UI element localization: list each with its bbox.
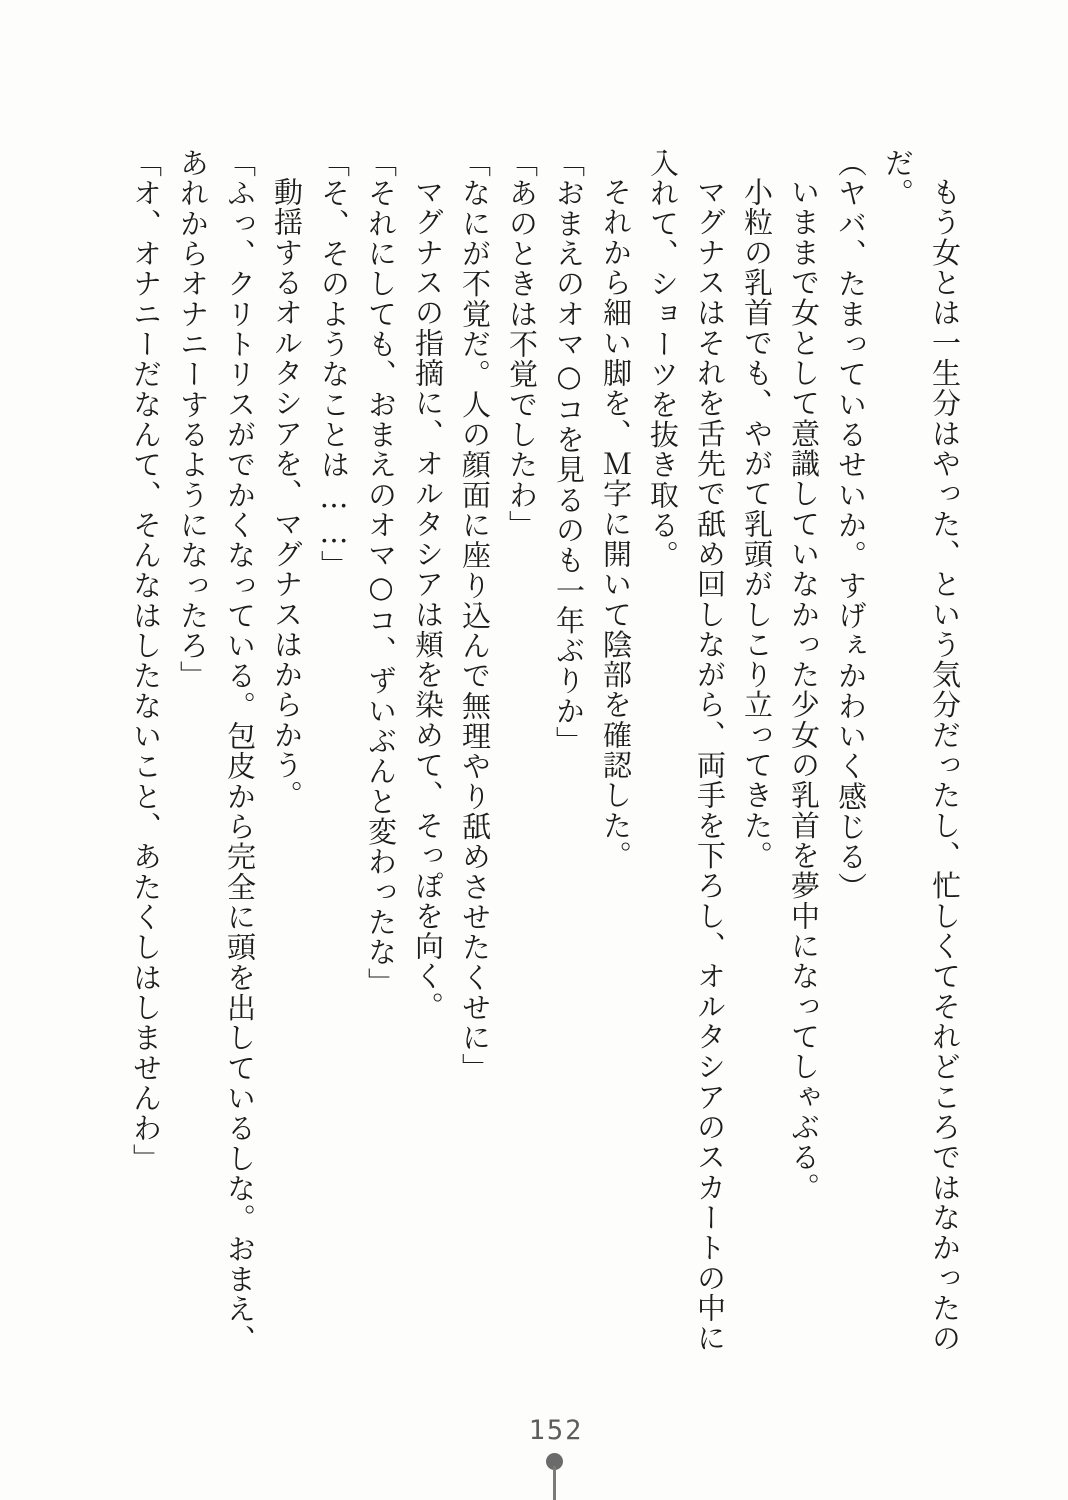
text-line: （ヤバ、たまっているせいか。すげぇかわいく感じる） [834,148,868,902]
text-line: マグナスはそれを舌先で舐め回しながら、両手を下ろし、オルタシアのスカートの中に [693,177,727,1354]
text-line: 「オ、オナニーだなんて、そんなはしたないこと、あたくしはしませんわ」 [129,148,163,1174]
text-line: だ。 [881,148,915,209]
text-line: マグナスの指摘に、オルタシアは頬を染めて、そっぽを向く。 [411,177,445,1022]
text-line: 動揺するオルタシアを、マグナスはからかう。 [270,177,304,811]
text-line: 「おまえのオマ○コを見るのも一年ぶりか」 [552,148,586,757]
page-marker-stem-icon [553,1466,556,1500]
text-line: 「あのときは不覚でしたわ」 [505,148,539,541]
text-line: 「なにが不覚だ。人の顔面に座り込んで無理やり舐めさせたくせに」 [458,148,492,1083]
text-line: 入れて、ショーツを抜き取る。 [646,148,680,571]
page-number: 152 [528,1415,584,1446]
text-line: それから細い脚を、Ｍ字に開いて陰部を確認した。 [599,177,633,871]
text-line: いままで女として意識していなかった少女の乳首を夢中になってしゃぶる。 [787,177,821,1203]
body-text-block [122,148,968,1388]
text-line: 「そ、そのようなことは……」 [317,148,351,581]
text-line: 「ふっ、クリトリスがでかくなっている。包皮から完全に頭を出しているしな。おまえ、 [223,148,257,1355]
text-line: 小粒の乳首でも、やがて乳頭がしこり立ってきた。 [740,177,774,871]
text-line: 「それにしても、おまえのオマ○コ、ずいぶんと変わったな」 [364,148,398,998]
text-line: もう女とは一生分はやった、という気分だったし、忙しくてそれどころではなかったの [928,177,962,1354]
text-line: あれからオナニーするようになったろ」 [176,148,210,691]
